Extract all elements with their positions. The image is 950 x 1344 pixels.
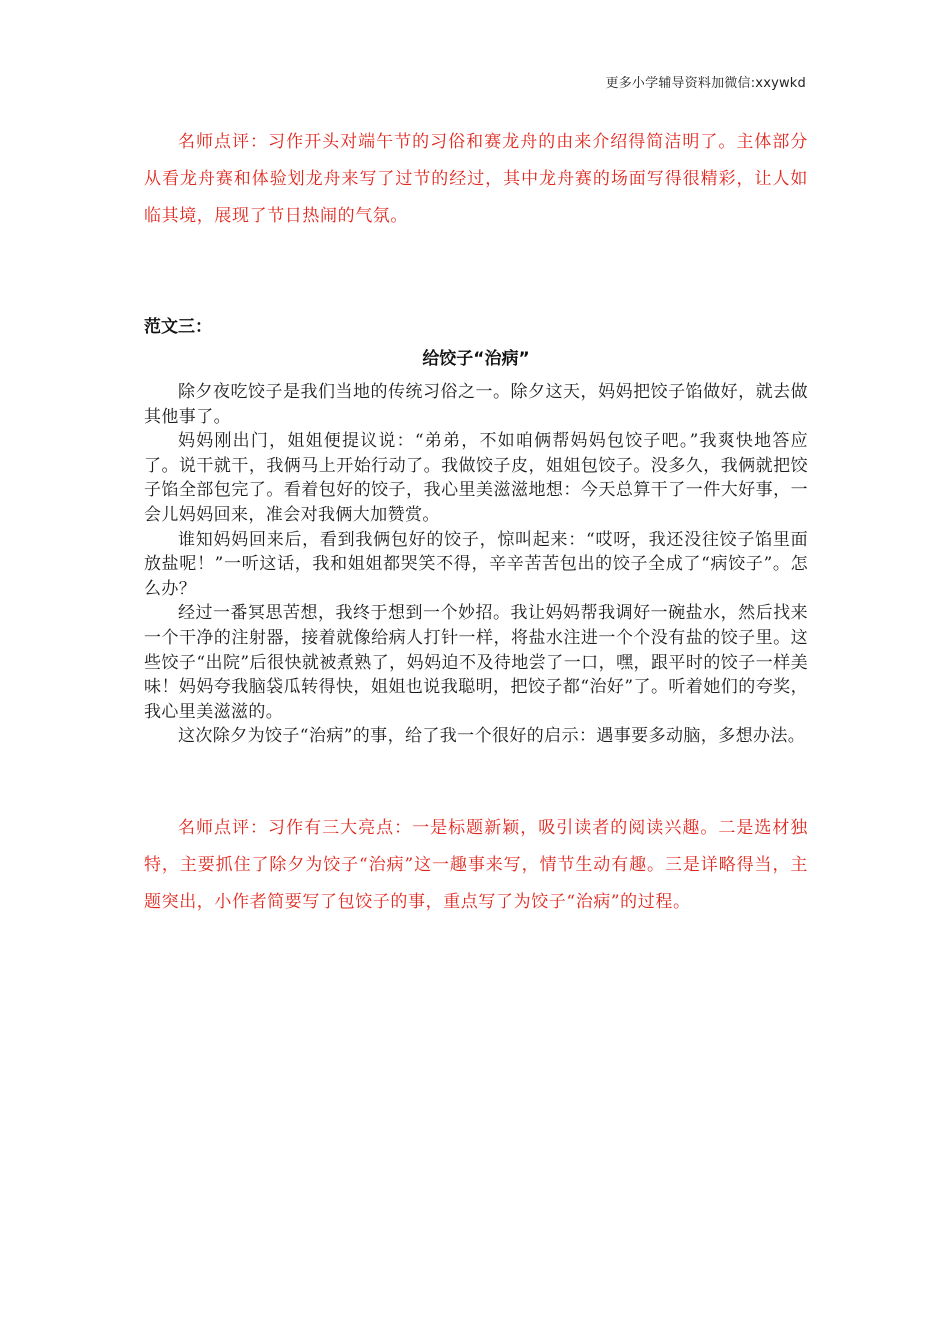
header-note: 更多小学辅导资料加微信:xxywkd bbox=[605, 76, 806, 91]
essay-title: 给饺子“治病” bbox=[422, 349, 530, 369]
section-label: 范文三： bbox=[144, 317, 212, 337]
teacher-comment-2: 名师点评：习作有三大亮点：一是标题新颖，吸引读者的阅读兴趣。二是选材独特，主要抓住了除夕为饺子“治病”这一趣事来写，情节生动有趣。三是详略得当，主题突出，小作者简要写了包饺子的事，重点写了为饺子“治病”的过程。 bbox=[144, 818, 808, 912]
essay-paragraph-3: 谁知妈妈回来后，看到我俩包好的饺子，惊叫起来：“哎呀，我还没往饺子馅里面放盐呢！”一听这话，我和姐姐都哭笑不得，辛辛苦苦包出的饺子全成了“病饺子”。怎么办？ bbox=[144, 529, 808, 599]
essay-paragraph-1: 除夕夜吃饺子是我们当地的传统习俗之一。除夕这天，妈妈把饺子馅做好，就去做其他事了。 bbox=[144, 382, 808, 427]
teacher-comment-1: 名师点评：习作开头对端午节的习俗和赛龙舟的由来介绍得简洁明了。主体部分从看龙舟赛和体验划龙舟来写了过节的经过，其中龙舟赛的场面写得很精彩，让人如临其境，展现了节日热闹的气氛。 bbox=[144, 132, 808, 226]
essay-paragraph-5: 这次除夕为饺子“治病”的事，给了我一个很好的启示：遇事要多动脑，多想办法。 bbox=[178, 726, 806, 747]
essay-paragraph-4: 经过一番冥思苦想，我终于想到一个妙招。我让妈妈帮我调好一碗盐水，然后找来一个干净的注射器，接着就像给病人打针一样，将盐水注进一个个没有盐的饺子里。这些饺子“出院”后很快就被煮熟了，妈妈迫不及待地尝了一口，嘿，跟平时的饺子一样美味！妈妈夸我脑袋瓜转得快，姐姐也说我聪明，把饺子都“治好”了。听着她们的夸奖，我心里美滋滋的。 bbox=[144, 603, 808, 722]
essay-body bbox=[144, 380, 808, 749]
essay-paragraph-2: 妈妈刚出门，姐姐便提议说：“弟弟，不如咱俩帮妈妈包饺子吧。”我爽快地答应了。说干就干，我俩马上开始行动了。我做饺子皮，姐姐包饺子。没多久，我俩就把饺子馅全部包完了。看着包好的饺子，我心里美滋滋地想：今天总算干了一件大好事，一会儿妈妈回来，准会对我俩大加赞赏。 bbox=[144, 431, 808, 525]
